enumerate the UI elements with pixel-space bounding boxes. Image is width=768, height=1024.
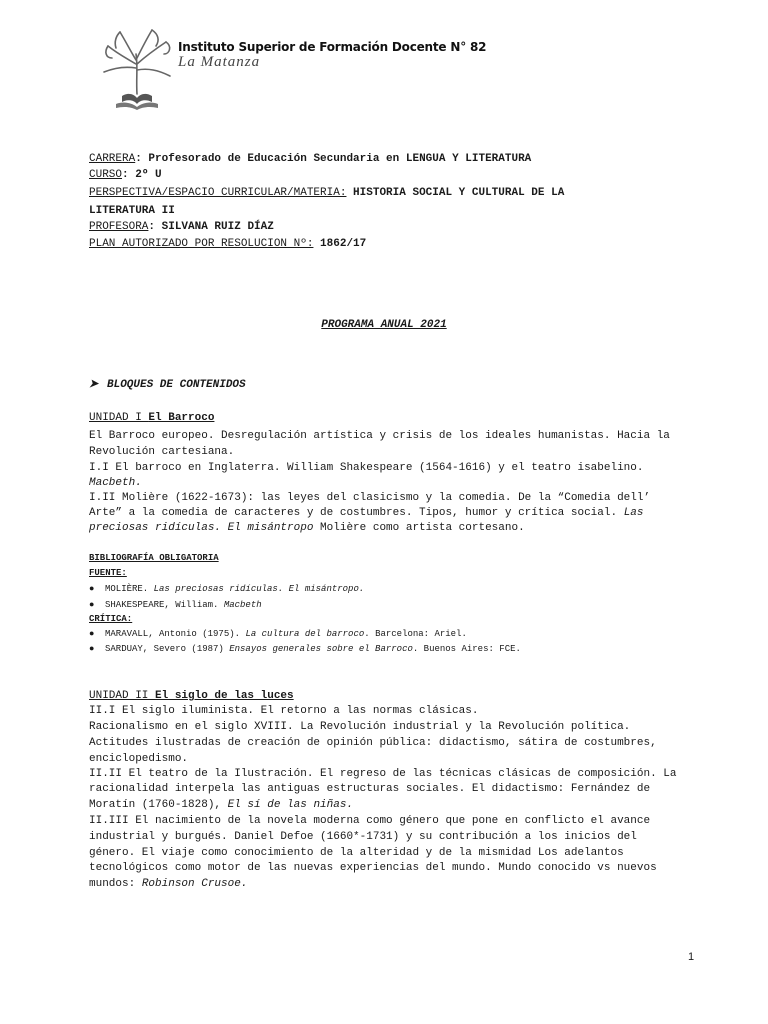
unit1-line-7-italic: preciosas ridículas. El misántropo bbox=[89, 522, 314, 534]
unit1-line-3: I.I El barroco en Inglaterra. William Shakespeare (1564-1616) y el teatro isabelino. bbox=[89, 462, 644, 474]
unit1-line-6 bbox=[89, 505, 699, 521]
perspectiva-value-2: LITERATURA II bbox=[89, 205, 175, 217]
unit1-line-5: I.II Molière (1622-1673): las leyes del clasicismo y la comedia. De la “Comedia dell’ bbox=[89, 492, 651, 504]
unit2-name: El siglo de las luces bbox=[155, 690, 294, 702]
unit2-line-8: II.III El nacimiento de la novela moderna como género que pone en conflicto el avance bbox=[89, 815, 651, 827]
unit2-line-2: Racionalismo en el siglo XVIII. La Revolución industrial y la Revolución política. bbox=[89, 721, 631, 733]
bib-item-fuente-2 bbox=[89, 598, 699, 612]
unit1-name: El Barroco bbox=[148, 412, 215, 424]
c2-author: SARDUAY, Severo (1987) bbox=[105, 644, 230, 654]
unit2-label: UNIDAD II bbox=[89, 690, 156, 702]
profesora-value: : SILVANA RUIZ DÍAZ bbox=[148, 221, 274, 233]
f2-author: SHAKESPEARE, William. bbox=[105, 600, 224, 610]
unit2-line-6: racionalidad interpela las antiguas estructuras sociales. El didactismo: Fernández de bbox=[89, 783, 651, 795]
f1-author: MOLIÈRE. bbox=[105, 584, 154, 594]
unit1-line-7-rest: Molière como artista cortesano. bbox=[313, 522, 525, 534]
c1-publisher: . Barcelona: Ariel. bbox=[364, 629, 467, 639]
unit1-line-2: Revolución cartesiana. bbox=[89, 446, 235, 458]
f2-title: Macbeth bbox=[223, 600, 262, 610]
plan-value: 1862/17 bbox=[313, 238, 367, 250]
curso-value: : 2º U bbox=[122, 169, 162, 181]
carrera-line bbox=[89, 151, 699, 167]
perspectiva-label: PERSPECTIVA/ESPACIO CURRICULAR/MATERIA: bbox=[89, 187, 347, 199]
unit2-line-4: enciclopedismo. bbox=[89, 753, 189, 765]
bullet-icon: ● bbox=[89, 629, 95, 639]
institution-name: Instituto Superior de Formación Docente N° 82 bbox=[178, 40, 487, 54]
unit1-line-4: Macbeth. bbox=[89, 477, 142, 489]
unit2-line-12-text: mundos: bbox=[89, 878, 142, 890]
page-number: 1 bbox=[688, 951, 695, 963]
bib-header: BIBLIOGRAFÍA OBLIGATORIA bbox=[89, 553, 219, 563]
institution-logo bbox=[100, 24, 175, 110]
unit1-heading bbox=[89, 410, 699, 426]
profesora-line bbox=[89, 219, 699, 235]
plan-line bbox=[89, 236, 699, 252]
bullet-icon: ● bbox=[89, 584, 95, 594]
unit1-line-7 bbox=[89, 520, 699, 536]
bullet-icon: ● bbox=[89, 644, 95, 654]
bib-item-critica-2 bbox=[89, 642, 699, 656]
perspectiva-value-1: HISTORIA SOCIAL Y CULTURAL DE LA bbox=[346, 187, 565, 199]
unit2-line-12 bbox=[89, 876, 699, 892]
bullet-icon: ● bbox=[89, 600, 95, 610]
unit2-line-7-text: Moratín (1760-1828), bbox=[89, 799, 228, 811]
c1-title: La cultura del barroco bbox=[245, 629, 365, 639]
unit1-label: UNIDAD I bbox=[89, 412, 149, 424]
bib-item-critica-1 bbox=[89, 627, 699, 641]
c2-title: Ensayos generales sobre el Barroco bbox=[229, 644, 413, 654]
fuente-header: FUENTE: bbox=[89, 568, 127, 578]
unit2-line-7-italic: El sí de las niñas. bbox=[227, 799, 354, 811]
unit2-line-3: Actitudes ilustradas de creación de opinión pública: didactismo, sátira de costumbres, bbox=[89, 737, 657, 749]
critica-header: CRÍTICA: bbox=[89, 614, 133, 624]
unit2-line-9: industrial y burgués. Daniel Defoe (1660*-1731) y su contribución a los inicios del bbox=[89, 831, 637, 843]
unit1-line-6-text: Arte” a la comedia de caracteres y de costumbres. Tipos, humor y crítica social. bbox=[89, 507, 618, 519]
unit2-heading bbox=[89, 688, 699, 704]
section-heading bbox=[89, 377, 699, 393]
perspectiva-line bbox=[89, 185, 699, 201]
c2-publisher: . Buenos Aires: FCE. bbox=[412, 644, 521, 654]
curso-label: CURSO bbox=[89, 169, 123, 181]
curso-line bbox=[89, 167, 699, 183]
bib-item-fuente-1 bbox=[89, 582, 699, 596]
unit1-line-6-italic: Las bbox=[623, 507, 644, 519]
unit2-line-12-italic: Robinson Crusoe. bbox=[141, 878, 248, 890]
page-title: PROGRAMA ANUAL 2021 bbox=[321, 319, 447, 331]
profesora-label: PROFESORA bbox=[89, 221, 149, 233]
unit2-line-7 bbox=[89, 797, 699, 813]
unit2-line-10: género. El viaje como conocimiento de la alteridad y de la mismidad Los adelantos bbox=[89, 847, 624, 859]
plan-label: PLAN AUTORIZADO POR RESOLUCION Nº: bbox=[89, 238, 314, 250]
unit2-line-1: II.I El siglo iluminista. El retorno a las normas clásicas. bbox=[89, 705, 479, 717]
f1-title: Las preciosas ridículas. El misántropo. bbox=[153, 584, 365, 594]
arrow-bullet-icon: ➤ bbox=[89, 379, 99, 391]
section-heading-text: BLOQUES DE CONTENIDOS bbox=[107, 379, 246, 391]
carrera-label: CARRERA bbox=[89, 153, 136, 165]
unit2-line-11: tecnológicos como motor de las nuevas experiencias del mundo. Mundo conocido vs nuevos bbox=[89, 862, 657, 874]
unit2-line-5: II.II El teatro de la Ilustración. El regreso de las técnicas clásicas de composición. La bbox=[89, 768, 677, 780]
institution-location: La Matanza bbox=[178, 54, 261, 70]
unit1-line-1: El Barroco europeo. Desregulación artística y crisis de los ideales humanistas. Hacia la bbox=[89, 430, 670, 442]
c1-author: MARAVALL, Antonio (1975). bbox=[105, 629, 246, 639]
tree-book-logo-icon bbox=[100, 24, 175, 110]
carrera-value: : Profesorado de Educación Secundaria en LENGUA Y LITERATURA bbox=[135, 153, 532, 165]
